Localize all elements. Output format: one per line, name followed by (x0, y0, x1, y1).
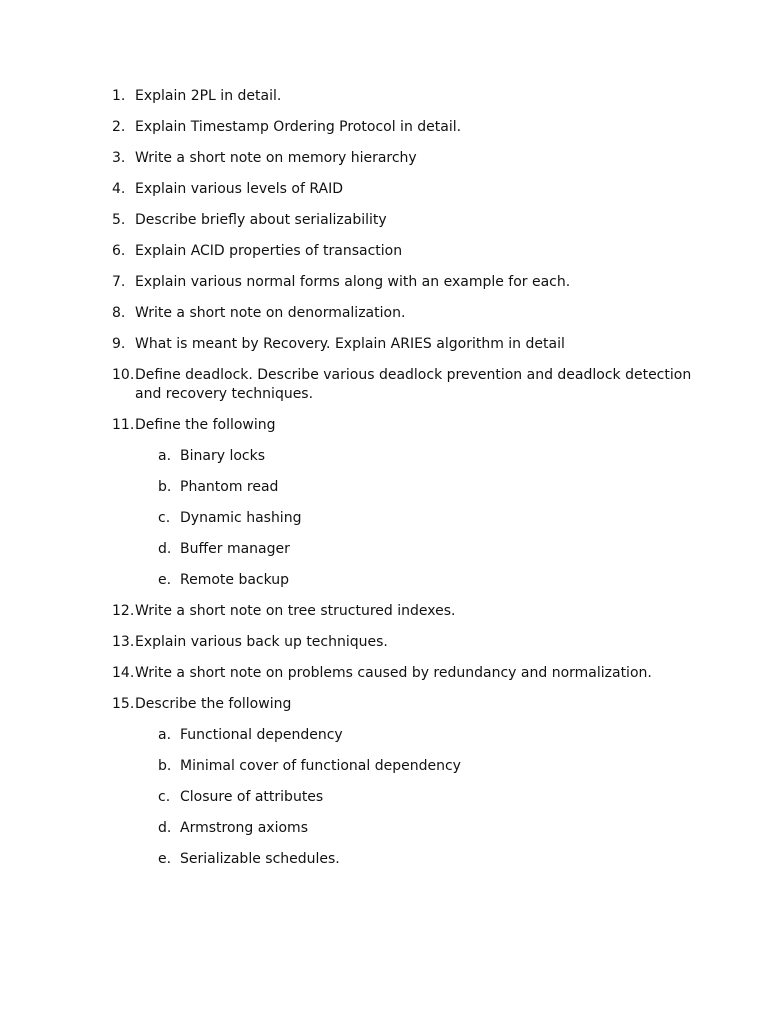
sub-question-letter: e. (158, 851, 172, 867)
sub-question-list (158, 447, 712, 590)
sub-question-letter: e. (158, 572, 172, 588)
sub-question-letter: b. (158, 758, 172, 774)
question-text: What is meant by Recovery. Explain ARIES algorithm in detail (135, 336, 565, 352)
question-number: 9. (112, 336, 126, 352)
question-text: Explain various normal forms along with an example for each. (135, 274, 571, 290)
question-item (112, 366, 712, 404)
sub-question-item (158, 819, 712, 838)
sub-question-item (158, 447, 712, 466)
sub-question-text: Dynamic hashing (180, 510, 302, 526)
sub-question-text: Armstrong axioms (180, 820, 308, 836)
sub-question-text: Binary locks (180, 448, 265, 464)
question-text: Write a short note on problems caused by redundancy and normalization. (135, 665, 652, 681)
question-text: Explain 2PL in detail. (135, 88, 282, 104)
question-number: 8. (112, 305, 126, 321)
sub-question-text: Buffer manager (180, 541, 290, 557)
question-item (112, 304, 712, 323)
question-text: Explain various back up techniques. (135, 634, 388, 650)
sub-question-letter: c. (158, 510, 171, 526)
question-number: 14. (112, 665, 135, 681)
question-text: Describe briefly about serializability (135, 212, 387, 228)
sub-question-letter: a. (158, 448, 172, 464)
question-text: Explain various levels of RAID (135, 181, 344, 197)
question-text: Describe the following (135, 696, 292, 712)
question-item (112, 633, 712, 652)
question-number: 1. (112, 88, 126, 104)
sub-question-letter: d. (158, 541, 172, 557)
question-text: Write a short note on tree structured indexes. (135, 603, 456, 619)
sub-question-text: Serializable schedules. (180, 851, 340, 867)
question-item (112, 335, 712, 354)
sub-question-letter: a. (158, 727, 172, 743)
question-item (112, 180, 712, 199)
question-item (112, 416, 712, 590)
sub-question-text: Phantom read (180, 479, 279, 495)
sub-question-item (158, 757, 712, 776)
sub-question-text: Closure of attributes (180, 789, 324, 805)
question-item (112, 242, 712, 261)
question-text: Explain ACID properties of transaction (135, 243, 403, 259)
question-number: 4. (112, 181, 126, 197)
question-number: 6. (112, 243, 126, 259)
sub-question-letter: c. (158, 789, 171, 805)
question-number: 11. (112, 417, 135, 433)
question-number: 2. (112, 119, 126, 135)
sub-question-text: Remote backup (180, 572, 290, 588)
question-number: 15. (112, 696, 135, 712)
sub-question-text: Functional dependency (180, 727, 343, 743)
question-text: Explain Timestamp Ordering Protocol in detail. (135, 119, 462, 135)
sub-question-item (158, 726, 712, 745)
question-text: Define the following (135, 417, 276, 433)
question-item (112, 273, 712, 292)
question-number: 10. (112, 367, 135, 383)
sub-question-item (158, 788, 712, 807)
question-item (112, 664, 712, 683)
sub-question-list (158, 726, 712, 869)
question-number: 5. (112, 212, 126, 228)
question-item (112, 211, 712, 230)
sub-question-item (158, 478, 712, 497)
sub-question-text: Minimal cover of functional dependency (180, 758, 461, 774)
question-item (112, 87, 712, 106)
question-number: 13. (112, 634, 135, 650)
question-text: Define deadlock. Describe various deadlock prevention and deadlock detection and recovery techniques. (135, 367, 692, 402)
sub-question-item (158, 571, 712, 590)
question-number: 12. (112, 603, 135, 619)
question-item (112, 602, 712, 621)
sub-question-letter: d. (158, 820, 172, 836)
question-number: 7. (112, 274, 126, 290)
sub-question-item (158, 509, 712, 528)
question-number: 3. (112, 150, 126, 166)
question-item (112, 695, 712, 869)
question-item (112, 149, 712, 168)
sub-question-item (158, 850, 712, 869)
question-text: Write a short note on denormalization. (135, 305, 406, 321)
question-text: Write a short note on memory hierarchy (135, 150, 417, 166)
question-list (112, 87, 712, 881)
sub-question-item (158, 540, 712, 559)
sub-question-letter: b. (158, 479, 172, 495)
question-item (112, 118, 712, 137)
